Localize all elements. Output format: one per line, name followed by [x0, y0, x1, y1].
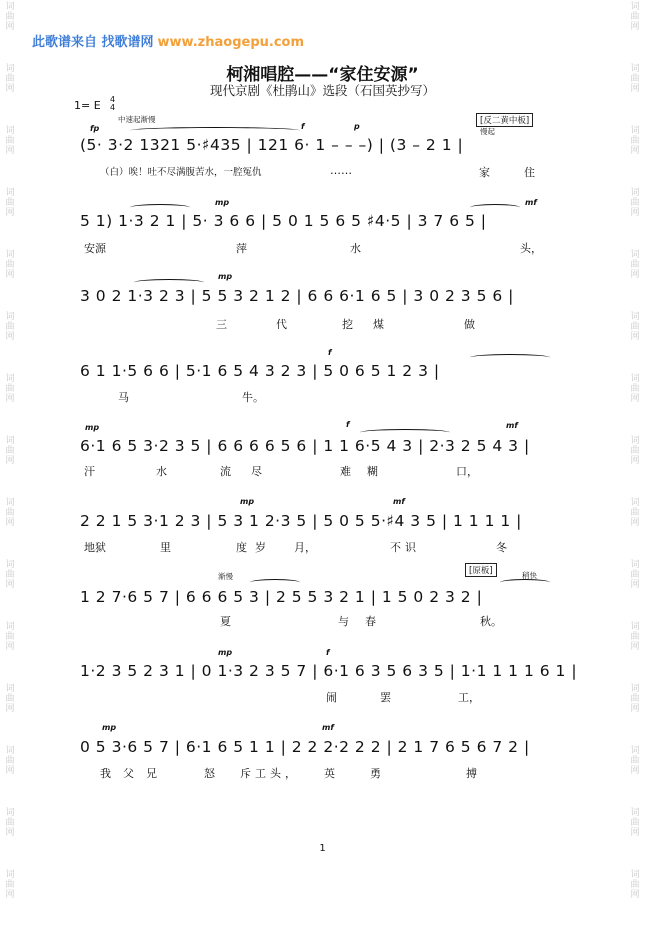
lyric-text: 水 — [350, 242, 361, 255]
tempo-marking-1: 中速起渐慢 — [118, 115, 156, 124]
slur-mark — [250, 579, 300, 586]
lyrics-line-4 — [80, 389, 570, 403]
lyric-text: 口， — [456, 465, 478, 478]
lyric-text: 我父兄 — [100, 767, 169, 780]
lyric-text: 英 — [324, 767, 335, 780]
dynamic-mark: f — [326, 648, 330, 657]
slur-mark — [470, 354, 550, 361]
lyrics-line-2 — [80, 240, 570, 254]
time-signature-top: 4 — [110, 95, 116, 104]
page-subtitle: 现代京剧《杜鹃山》选段（石国英抄写） — [209, 83, 435, 98]
lyrics-line-9 — [80, 765, 570, 779]
dynamic-mark: mf — [506, 421, 518, 430]
lyric-text: 牛。 — [242, 391, 264, 404]
section-marking-2: [原板] — [465, 563, 497, 577]
tempo-marking-4: 渐慢 — [218, 572, 233, 581]
right-watermark-strip: 词 曲 网 词 曲 网 词 曲 网 词 曲 网 词 曲 网 词 曲 网 词 曲 网 词 曲 网 词 曲 网 词 曲 网 词 曲 网 词 曲 网 词 曲 网 词 曲 网 词 曲 网 — [630, 2, 640, 900]
lyric-text: 头， — [520, 242, 542, 255]
lyrics-line-7 — [80, 613, 570, 627]
page-title: 柯湘唱腔——“家住安源” — [226, 65, 419, 85]
lyric-text: 马 — [118, 391, 129, 404]
slur-mark — [360, 429, 450, 436]
dynamic-mark: mp — [218, 272, 233, 281]
site-url-link[interactable]: www.zhaogepu.com — [157, 35, 304, 50]
lyric-text: 做 — [464, 318, 475, 331]
slur-mark — [500, 579, 550, 586]
dynamic-mark: mp — [85, 423, 100, 432]
section-marking-1: [反二黄中板] — [476, 113, 533, 127]
notation-line-7: 1 2 7·6 5 7 | 6 6 6 5 3 | 2 5 5 3 2 1 | 1 5 0 2 3 2 | — [80, 588, 483, 606]
time-signature — [110, 96, 115, 112]
lyrics-line-3 — [80, 316, 570, 330]
lyric-text: 难糊 — [340, 465, 394, 478]
lyric-text: 萍 — [236, 242, 247, 255]
lyric-text: 流尽 — [220, 465, 282, 478]
time-signature-bottom: 4 — [110, 103, 116, 112]
lyrics-line-1 — [80, 164, 570, 178]
slur-mark — [130, 127, 300, 134]
lyric-text: 安源 — [84, 242, 106, 255]
lyrics-line-6 — [80, 539, 570, 553]
lyric-text: 月， — [294, 541, 316, 554]
dynamic-mark: fp — [90, 124, 100, 133]
lyric-text: 搏 — [466, 767, 477, 780]
notation-line-1: (5· 3·2 1321 5·♯435 | 121 6· 1 – – –) | (3 – 2 1 | — [80, 136, 464, 154]
dynamic-mark: mp — [102, 723, 117, 732]
dynamic-mark: mf — [393, 497, 405, 506]
lyric-text: 秋。 — [480, 615, 502, 628]
slur-mark — [134, 279, 204, 286]
page-number: 1 — [319, 843, 326, 854]
lyric-text: 家 — [479, 166, 490, 179]
lyric-text: 斥工头， — [240, 767, 300, 780]
dynamic-mark: mf — [525, 198, 537, 207]
dynamic-mark: mp — [240, 497, 255, 506]
key-signature: 1= E — [74, 99, 101, 112]
dynamic-mark: mp — [215, 198, 230, 207]
lyric-text: 住 — [524, 166, 535, 179]
notation-line-2: 5 1) 1·3 2 1 | 5· 3 6 6 | 5 0 1 5 6 5 ♯4·5 | 3 7 6 5 | — [80, 212, 487, 230]
lyric-text: …… — [330, 164, 352, 177]
tempo-marking-3: 稍快 — [522, 571, 537, 580]
notation-line-5: 6·1 6 5 3·2 3 5 | 6 6 6 6 5 6 | 1 1 6·5 4 3 | 2·3 2 5 4 3 | — [80, 437, 530, 455]
slur-mark — [470, 204, 520, 211]
notation-line-3: 3 0 2 1·3 2 3 | 5 5 3 2 1 2 | 6 6 6·1 6 5 | 3 0 2 3 5 6 | — [80, 287, 514, 305]
lyric-text: 代 — [276, 318, 287, 331]
lyric-text: 汗 — [84, 465, 95, 478]
lyric-text: 水 — [156, 465, 167, 478]
lyric-text: 度岁 — [236, 541, 274, 554]
lyrics-line-8 — [80, 689, 570, 703]
notation-line-6: 2 2 1 5 3·1 2 3 | 5 3 1 2·3 5 | 5 0 5 5·♯4 3 5 | 1 1 1 1 | — [80, 512, 522, 530]
dynamic-mark: p — [354, 122, 360, 131]
dynamic-mark: mf — [322, 723, 334, 732]
lyric-text: （白）唉！吐不尽满腹苦水，一腔冤仇 — [100, 167, 262, 178]
tempo-marking-2: 慢起 — [480, 127, 495, 136]
lyric-text: 不识 — [390, 541, 420, 554]
site-prefix: 此歌谱来自 找歌谱网 — [32, 35, 154, 50]
lyric-text: 地狱 — [84, 541, 106, 554]
lyric-text: 与春 — [338, 615, 392, 628]
lyric-text: 三 — [216, 318, 227, 331]
dynamic-mark: mp — [218, 648, 233, 657]
lyric-text: 罢 — [380, 691, 391, 704]
lyrics-line-5 — [80, 463, 570, 477]
site-watermark-line — [32, 31, 304, 50]
lyric-text: 工， — [458, 691, 480, 704]
notation-line-8: 1·2 3 5 2 3 1 | 0 1·3 2 3 5 7 | 6·1 6 3 5 6 3 5 | 1·1 1 1 1 6 1 | — [80, 662, 578, 680]
lyric-text: 挖煤 — [342, 318, 404, 331]
lyric-text: 怒 — [204, 767, 215, 780]
lyric-text: 里 — [160, 541, 171, 554]
notation-line-9: 0 5 3·6 5 7 | 6·1 6 5 1 1 | 2 2 2·2 2 2 | 2 1 7 6 5 6 7 2 | — [80, 738, 530, 756]
lyric-text: 夏 — [220, 615, 231, 628]
lyric-text: 勇 — [370, 767, 381, 780]
dynamic-mark: f — [301, 122, 305, 131]
left-watermark-strip: 词 曲 网 词 曲 网 词 曲 网 词 曲 网 词 曲 网 词 曲 网 词 曲 网 词 曲 网 词 曲 网 词 曲 网 词 曲 网 词 曲 网 词 曲 网 词 曲 网 词 曲 网 — [5, 2, 15, 900]
lyric-text: 冬 — [496, 541, 507, 554]
dynamic-mark: f — [328, 348, 332, 357]
lyric-text: 闹 — [326, 691, 337, 704]
dynamic-mark: f — [346, 420, 350, 429]
notation-line-4: 6 1 1·5 6 6 | 5·1 6 5 4 3 2 3 | 5 0 6 5 1 2 3 | — [80, 362, 440, 380]
slur-mark — [130, 204, 190, 211]
